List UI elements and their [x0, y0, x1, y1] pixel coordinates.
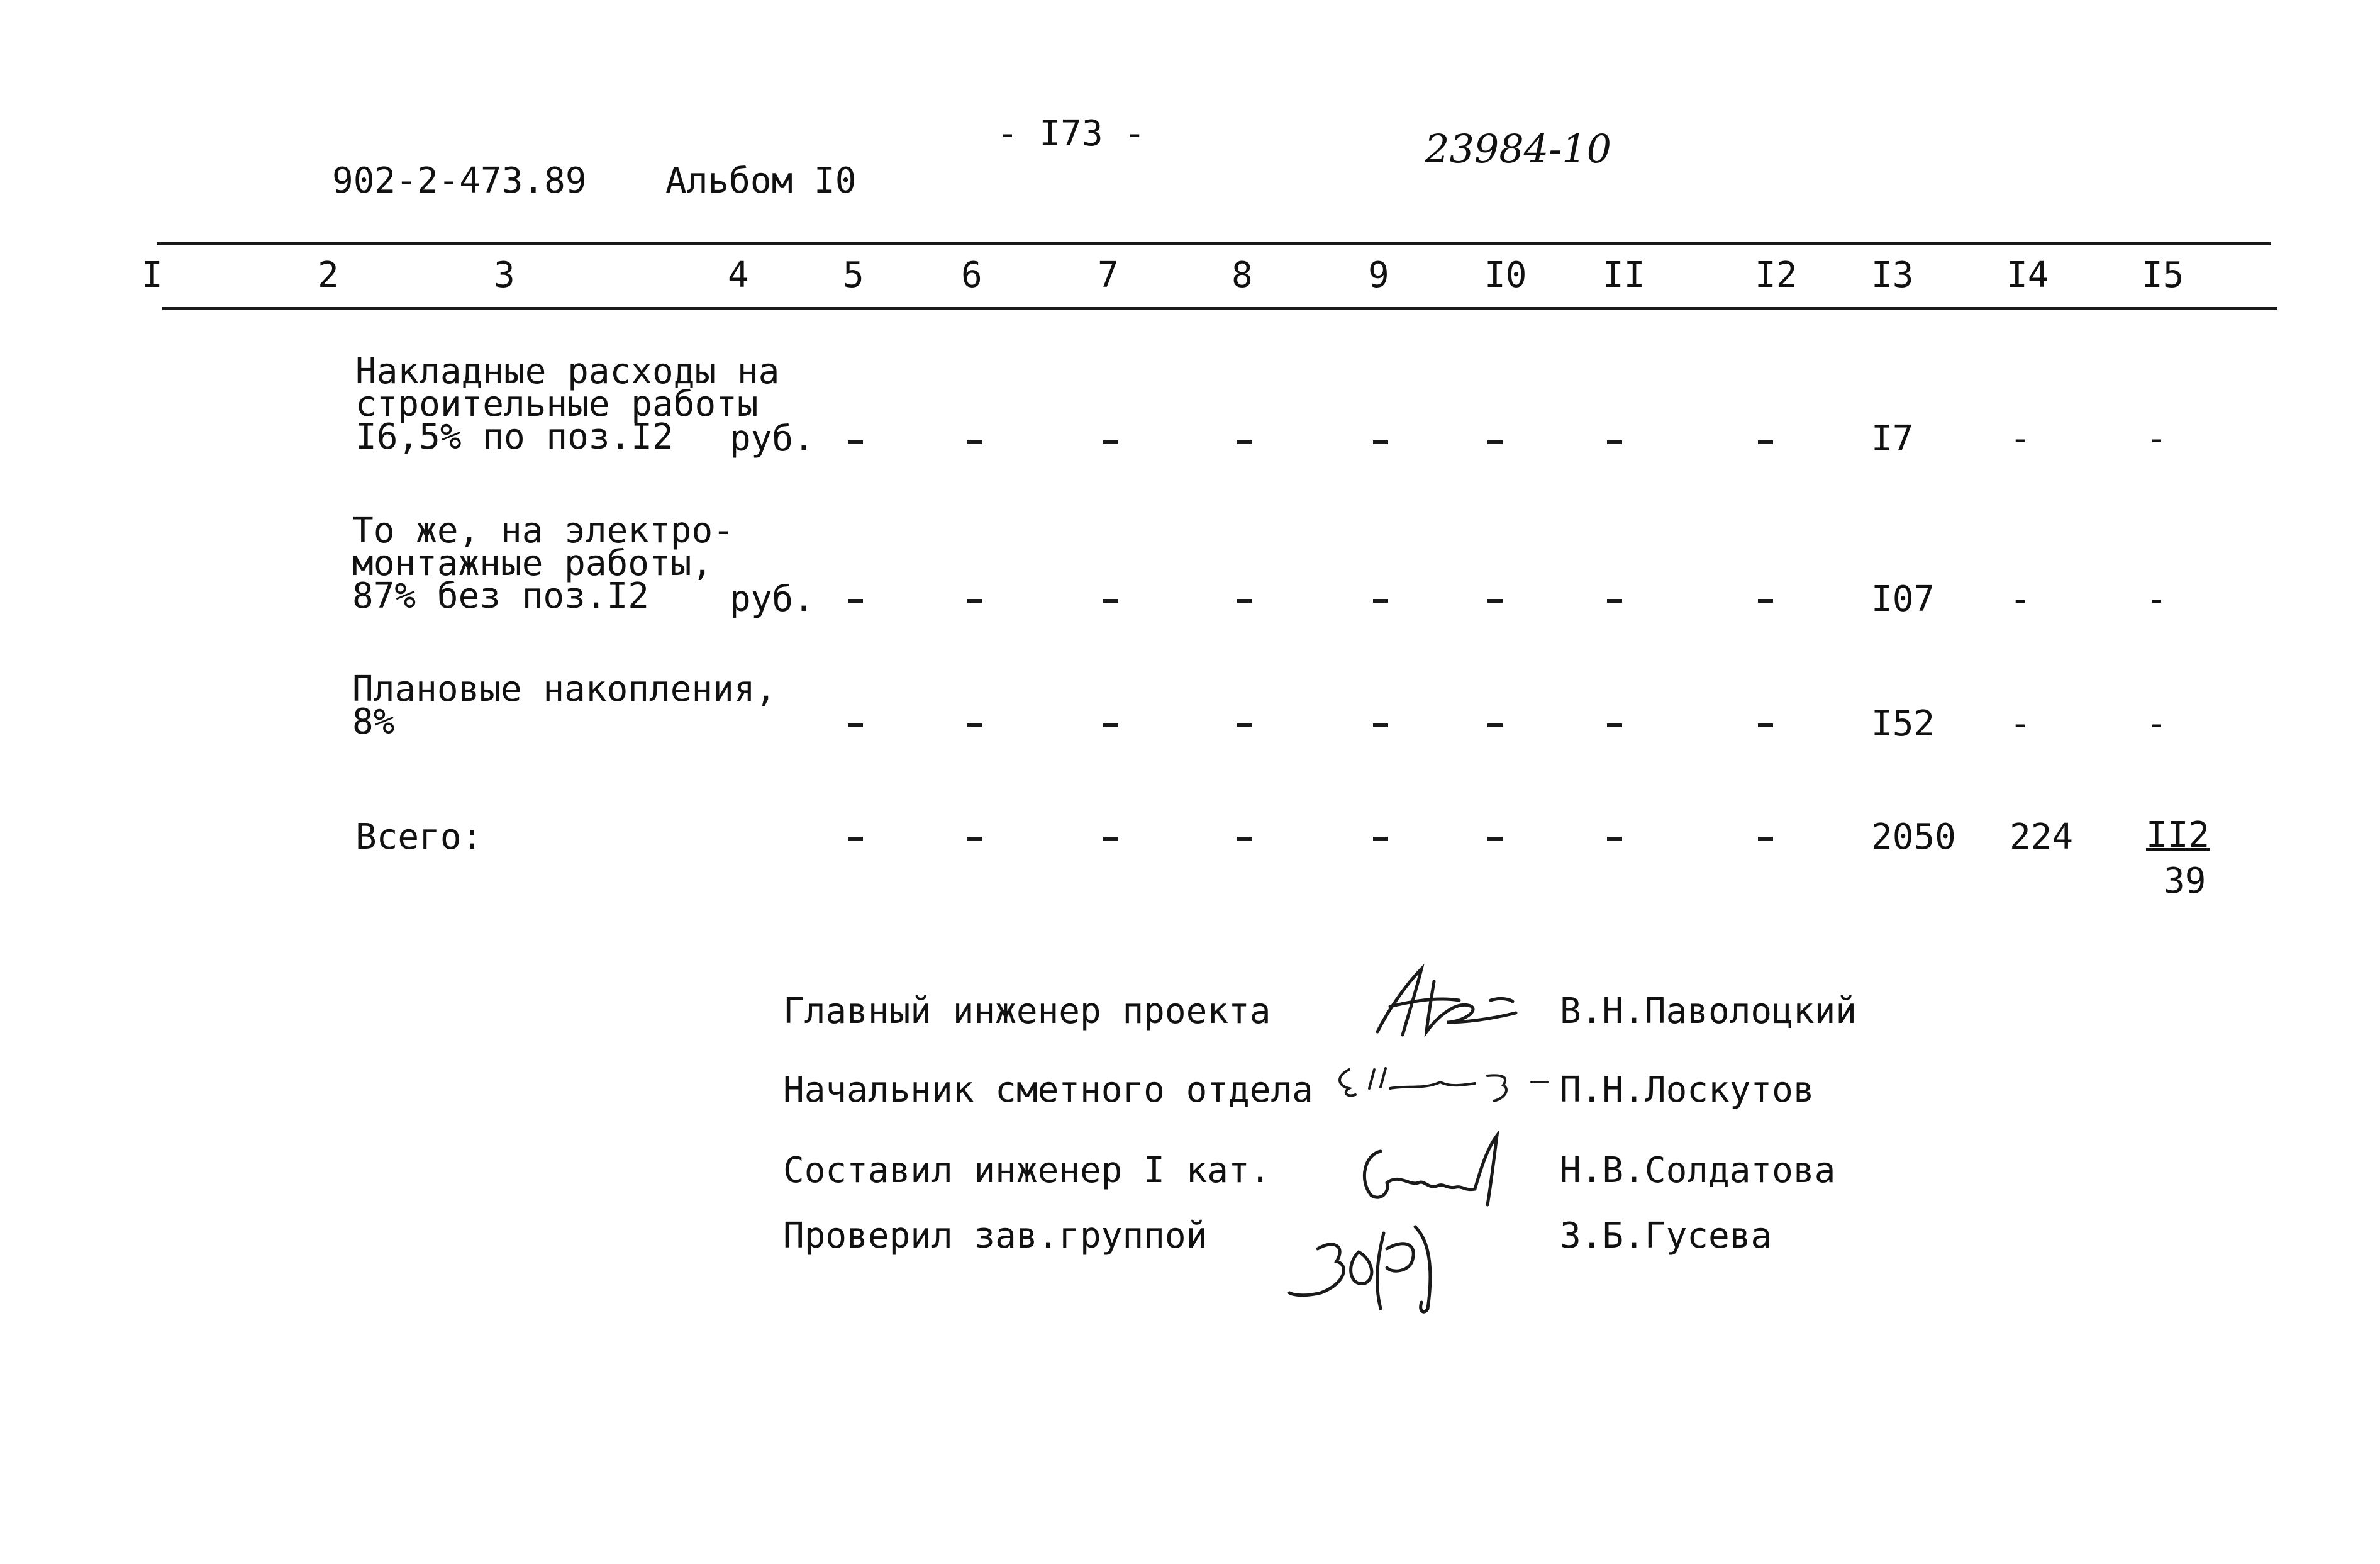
signature-name-4: З.Б.Гусева — [1560, 1215, 1772, 1256]
column-number-8: 8 — [1232, 255, 1253, 296]
dash-row-2-col-10 — [1488, 599, 1503, 603]
column-number-10: I0 — [1484, 255, 1527, 296]
dash-row-2-col-5 — [848, 599, 863, 603]
dash-row-3-col-12 — [1758, 723, 1773, 727]
total-label: Всего: — [355, 817, 483, 857]
dash-row-3-col-8 — [1237, 723, 1252, 727]
table-header-bottom-rule — [162, 307, 2277, 310]
row-1-col15: - — [2146, 418, 2167, 459]
handwritten-signature-3 — [1352, 1129, 1516, 1211]
dash-row-3-col-7 — [1103, 723, 1118, 727]
dash-row-4-col-11 — [1607, 837, 1622, 841]
total-col13: 2050 — [1871, 817, 1956, 857]
signature-role-3: Составил инженер I кат. — [783, 1150, 1271, 1191]
signature-role-2: Начальник сметного отдела — [783, 1070, 1313, 1110]
row-2-line-1: То же, на электро- — [352, 510, 734, 551]
column-number-7: 7 — [1098, 255, 1119, 296]
row-2-line-3: 87% без поз.I2 — [352, 576, 650, 617]
handwritten-signature-1 — [1365, 963, 1528, 1044]
row-1-line-2: строительные работы — [355, 384, 759, 425]
dash-row-3-col-6 — [967, 723, 982, 727]
document-code: 902-2-473.89 — [332, 160, 587, 201]
column-number-12: I2 — [1755, 255, 1798, 296]
dash-row-1-col-6 — [967, 440, 982, 444]
dash-row-2-col-7 — [1103, 599, 1118, 603]
column-number-4: 4 — [728, 255, 749, 296]
dash-row-3-col-5 — [848, 723, 863, 727]
signature-role-1: Главный инженер проекта — [783, 991, 1271, 1032]
dash-row-4-col-10 — [1488, 837, 1503, 841]
row-1-line-1: Накладные расходы на — [355, 351, 780, 392]
column-number-6: 6 — [961, 255, 982, 296]
dash-row-4-col-9 — [1373, 837, 1388, 841]
dash-row-1-col-11 — [1607, 440, 1622, 444]
table-top-rule — [157, 242, 2271, 245]
dash-row-1-col-9 — [1373, 440, 1388, 444]
column-number-11: II — [1603, 255, 1645, 296]
column-number-1: I — [142, 255, 163, 296]
row-1-description — [355, 351, 780, 457]
column-number-5: 5 — [843, 255, 864, 296]
row-3-col15: - — [2146, 703, 2167, 744]
signature-role-4: Проверил зав.группой — [783, 1215, 1208, 1256]
column-number-2: 2 — [318, 255, 339, 296]
dash-row-3-col-10 — [1488, 723, 1503, 727]
total-col15-top: II2 — [2146, 815, 2210, 856]
dash-row-1-col-10 — [1488, 440, 1503, 444]
page-number: - I73 - — [997, 113, 1146, 154]
dash-row-2-col-9 — [1373, 599, 1388, 603]
dash-row-4-col-6 — [967, 837, 982, 841]
column-number-13: I3 — [1871, 255, 1914, 296]
inventory-number: 23984-10 — [1425, 126, 1612, 172]
dash-row-4-col-5 — [848, 837, 863, 841]
dash-row-2-col-11 — [1607, 599, 1622, 603]
row-2-col15: - — [2146, 579, 2167, 620]
handwritten-signature-2 — [1330, 1057, 1557, 1114]
row-3-description — [352, 669, 777, 742]
column-number-15: I5 — [2142, 255, 2184, 296]
total-col15-bottom: 39 — [2164, 861, 2206, 902]
row-2-unit: руб. — [730, 579, 815, 620]
row-2-description — [352, 510, 734, 617]
row-3-line-2: 8% — [352, 701, 395, 742]
dash-row-1-col-8 — [1237, 440, 1252, 444]
dash-row-4-col-7 — [1103, 837, 1118, 841]
dash-row-4-col-8 — [1237, 837, 1252, 841]
album-label: Альбом I0 — [665, 160, 857, 201]
row-2-col13: I07 — [1871, 579, 1935, 620]
signature-name-2: П.Н.Лоскутов — [1560, 1070, 1815, 1110]
row-1-col13: I7 — [1871, 418, 1914, 459]
column-number-3: 3 — [494, 255, 515, 296]
dash-row-3-col-11 — [1607, 723, 1622, 727]
row-3-col14: - — [2010, 703, 2031, 744]
dash-row-2-col-8 — [1237, 599, 1252, 603]
dash-row-1-col-7 — [1103, 440, 1118, 444]
dash-row-2-col-12 — [1758, 599, 1773, 603]
dash-row-2-col-6 — [967, 599, 982, 603]
total-col14: 224 — [2010, 817, 2074, 857]
signature-name-1: В.Н.Паволоцкий — [1560, 991, 1857, 1032]
row-3-line-1: Плановые накопления, — [352, 669, 777, 710]
row-1-col14: - — [2010, 418, 2031, 459]
row-1-line-3: I6,5% по поз.I2 — [355, 416, 674, 457]
column-number-9: 9 — [1368, 255, 1389, 296]
signature-name-3: Н.В.Солдатова — [1560, 1150, 1836, 1191]
dash-row-1-col-12 — [1758, 440, 1773, 444]
handwritten-signature-4 — [1283, 1214, 1472, 1321]
dash-row-3-col-9 — [1373, 723, 1388, 727]
dash-row-4-col-12 — [1758, 837, 1773, 841]
column-number-14: I4 — [2006, 255, 2049, 296]
dash-row-1-col-5 — [848, 440, 863, 444]
row-2-line-2: монтажные работы, — [352, 543, 713, 584]
row-3-col13: I52 — [1871, 703, 1935, 744]
row-2-col14: - — [2010, 579, 2031, 620]
row-1-unit: руб. — [730, 418, 815, 459]
